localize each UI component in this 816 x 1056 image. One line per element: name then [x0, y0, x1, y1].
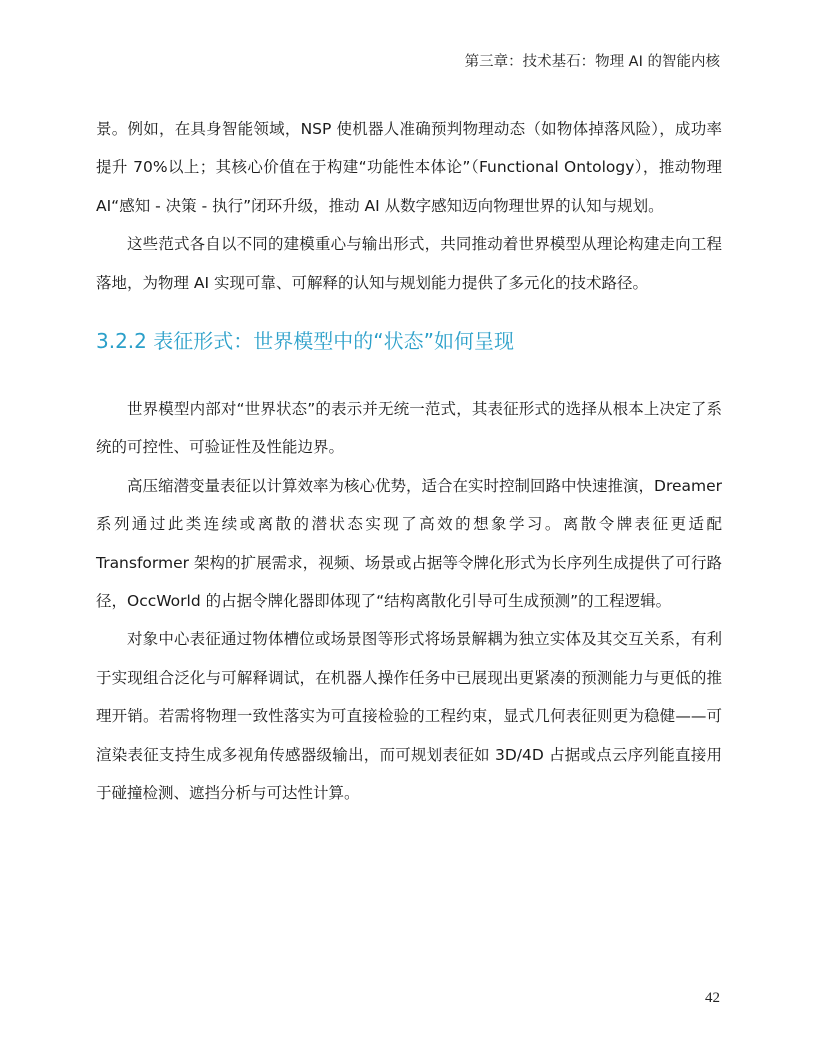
body-paragraph: 对象中心表征通过物体槽位或场景图等形式将场景解耦为独立实体及其交互关系，有利于实现组合泛化与可解释调试，在机器人操作任务中已展现出更紧凑的预测能力与更低的推理开销。若需将物理一致性落实为可直接检验的工程约束，显式几何表征则更为稳健——可渲染表征支持生成多视角传感器级输出，而可规划表征如 3D/4D 占据或点云序列能直接用于碰撞检测、遮挡分析与可达性计算。: [96, 630, 722, 803]
body-paragraph: 景。例如，在具身智能领域，NSP 使机器人准确预判物理动态（如物体掉落风险），成功率提升 70%以上；其核心价值在于构建“功能性本体论”（Functional Ontology），推动物理 AI“感知 - 决策 - 执行”闭环升级，推动 AI 从数字感知迈向物理世界的认知与规划。: [96, 120, 722, 215]
running-header: 第三章：技术基石：物理 AI 的智能内核: [464, 54, 720, 70]
page-number: 42: [705, 990, 720, 1006]
body-paragraph: 这些范式各自以不同的建模重心与输出形式，共同推动着世界模型从理论构建走向工程落地，为物理 AI 实现可靠、可解释的认知与规划能力提供了多元化的技术路径。: [96, 235, 722, 292]
section-heading: 3.2.2 表征形式：世界模型中的“状态”如何呈现: [96, 329, 514, 354]
body-paragraph: 高压缩潜变量表征以计算效率为核心优势，适合在实时控制回路中快速推演，Dreamer 系列通过此类连续或离散的潜状态实现了高效的想象学习。离散令牌表征更适配 Transformer 架构的扩展需求，视频、场景或占据等令牌化形式为长序列生成提供了可行路径，OccWorld 的占据令牌化器即体现了“结构离散化引导可生成预测”的工程逻辑。: [96, 476, 723, 611]
body-paragraph: 世界模型内部对“世界状态”的表示并无统一范式，其表征形式的选择从根本上决定了系统的可控性、可验证性及性能边界。: [96, 400, 722, 457]
page-content: [96, 110, 722, 813]
